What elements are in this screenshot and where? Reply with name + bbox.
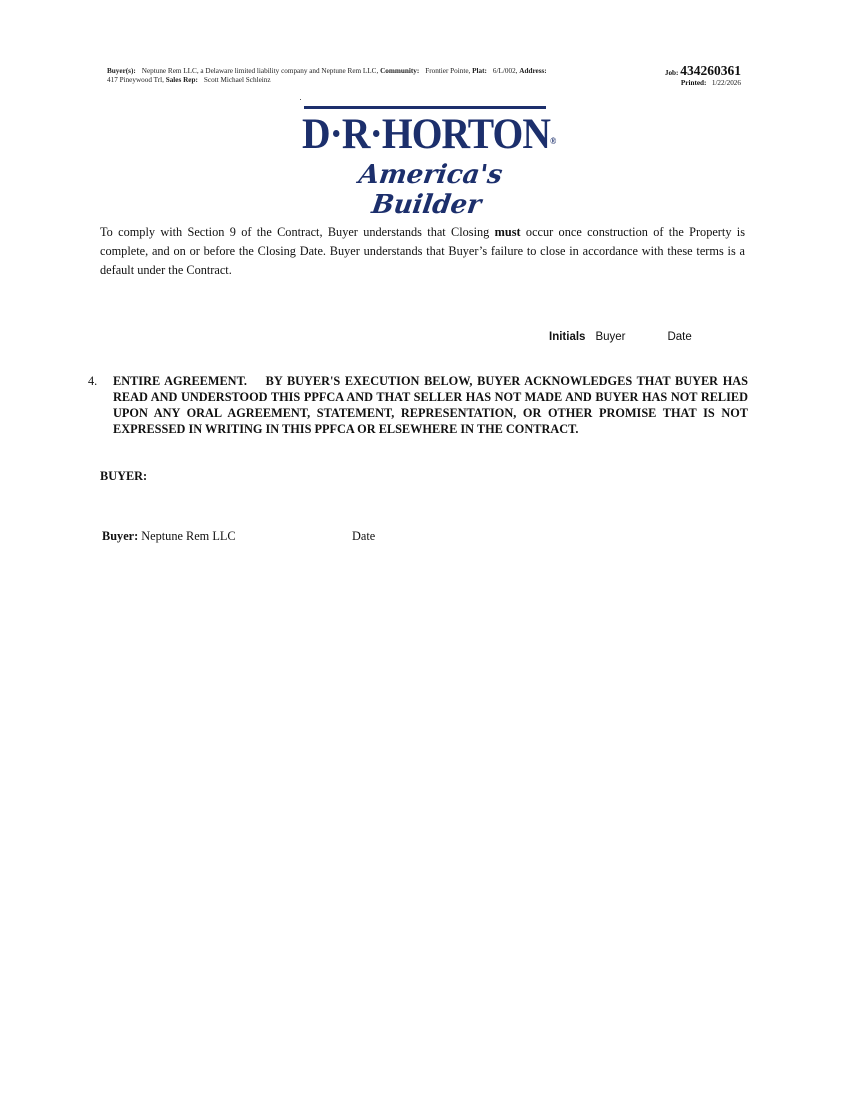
address-value: 417 Pineywood Trl,	[107, 76, 164, 84]
printed-value: 1/22/2026	[711, 79, 741, 87]
community-value: Frontier Pointe,	[425, 67, 471, 75]
registered-mark: ®	[550, 136, 556, 146]
para-part2: occur once construction of the Property is complete, and on or before the Closing Date. Buyer understands that Buyer’s failure to close in accordance with these terms is a default under the Contract.	[100, 225, 745, 277]
printed-label: Printed:	[680, 79, 707, 87]
initials-date: Date	[667, 331, 692, 343]
buyer-label: Buyer:	[102, 529, 139, 543]
section-body: BY BUYER'S EXECUTION BELOW, BUYER ACKNOWLEDGES THAT BUYER HAS READ AND UNDERSTOOD THIS PPFCA AND THAT SELLER HAS NOT MADE AND BUYER HAS NOT RELIED UPON ANY ORAL AGREEMENT, STATEMENT, REPRESENTATION, OR OTHER PROMISE THAT IS NOT EXPRESSED IN WRITING IN THIS PPFCA OR ELSEWHERE IN THE CONTRACT.	[113, 374, 748, 436]
signature-date-label: Date	[352, 529, 376, 543]
logo-tagline: America's Builder	[356, 160, 505, 220]
stray-dot	[300, 99, 301, 100]
initials-label: Initials	[549, 331, 586, 343]
para-bold: must	[494, 225, 521, 239]
initials-line	[549, 331, 692, 343]
buyers-value: Neptune Rem LLC, a Delaware limited liability company and Neptune Rem LLC,	[141, 67, 379, 75]
address-label: Address:	[519, 67, 547, 75]
job-info	[664, 63, 741, 88]
buyers-label: Buyer(s):	[107, 67, 136, 75]
closing-paragraph	[100, 223, 745, 280]
job-number: 434260361	[680, 63, 741, 78]
sales-rep-label: Sales Rep:	[165, 76, 198, 84]
section-text	[113, 373, 748, 437]
buyer-signature-line	[102, 529, 236, 544]
logo-main-text: D·R·HORTON	[302, 111, 551, 158]
plat-label: Plat:	[472, 67, 487, 75]
plat-value: 6/L/002,	[492, 67, 518, 75]
para-part1: To comply with Section 9 of the Contract, Buyer understands that Closing	[100, 225, 495, 239]
logo-wordmark	[302, 111, 556, 158]
dr-horton-logo	[302, 106, 556, 220]
initials-buyer: Buyer	[595, 331, 626, 343]
buyer-name: Neptune Rem LLC	[141, 529, 236, 543]
job-label: Job:	[664, 69, 679, 77]
buyer-section-label: BUYER:	[100, 469, 148, 483]
sales-rep-value: Scott Michael Schleinz	[203, 76, 271, 84]
section-title: ENTIRE AGREEMENT.	[113, 374, 247, 388]
header-info	[107, 67, 637, 85]
logo-rule	[304, 106, 546, 109]
section-number: 4.	[88, 374, 98, 388]
community-label: Community:	[380, 67, 420, 75]
